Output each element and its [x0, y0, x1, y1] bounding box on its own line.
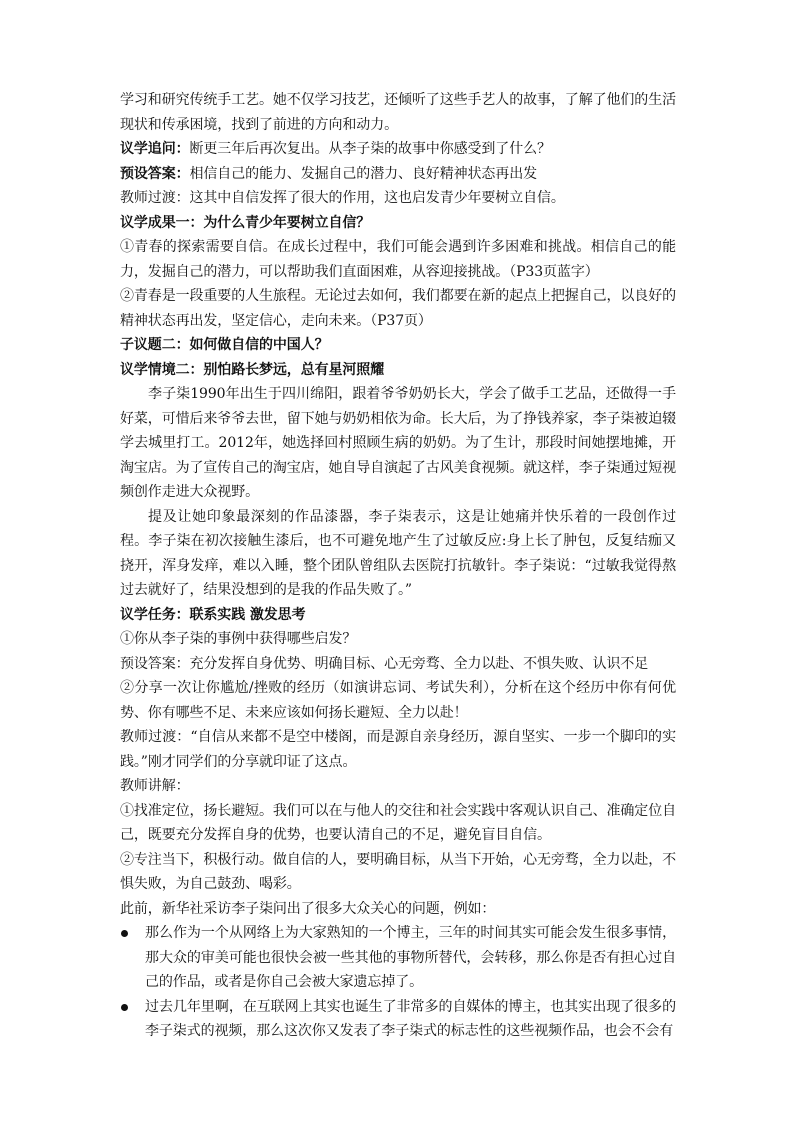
bullet-item [120, 995, 676, 1044]
paragraph-task-question-2: ②分享一次让你尴尬/挫败的经历（如演讲忘词、考试失利），分析在这个经历中你有何优势、你有哪些不足、未来应该如何扬长避短、全力以赴！ [120, 680, 676, 721]
bullet-dot-icon [121, 1004, 128, 1011]
paragraph-teacher-transition-2: 教师过渡：“自信从来都不是空中楼阁，而是源自亲身经历，源自坚实、一步一个脚印的实践。”刚才同学们的分享就印证了这点。 [120, 729, 676, 770]
paragraph-story-lacquer: 提及让她印象最深刻的作品漆器，李子柒表示，这是让她痛并快乐着的一段创作过程。李子柒在初次接触生漆后，也不可避免地产生了过敏反应:身上长了肿包，反复结痂又挠开，浑身发痒，难以入睡，整个团队曾组队去医院打抗敏针。李子柒说：“过敏我觉得熬过去就好了，结果没想到的是我的作品失败了。” [120, 508, 676, 598]
paragraph-preset-answer [120, 162, 676, 187]
bullet-item [120, 921, 676, 995]
paragraph-interview-intro: 此前，新华社采访李子柒问出了很多大众关心的问题，例如： [120, 900, 496, 917]
label-follow-up: 议学追问： [120, 141, 190, 157]
document-body [120, 88, 676, 1044]
heading-task: 议学任务：联系实践 激发思考 [120, 606, 306, 623]
paragraph-task-answer: 预设答案：充分发挥自身优势、明确目标、心无旁骛、全力以赴、不惧失败、认识不足 [120, 655, 649, 672]
paragraph-intro-continuation: 学习和研究传统手工艺。她不仅学习技艺，还倾听了这些手艺人的故事，了解了他们的生活现状和传承困境，找到了前进的方向和动力。 [120, 92, 676, 133]
paragraph-explain-point-1: ①找准定位，扬长避短。我们可以在与他人的交往和社会实践中客观认识自己、准确定位自己，既要充分发挥自身的优势，也要认清自己的不足，避免盲目自信。 [120, 802, 676, 843]
paragraph-follow-up-question [120, 137, 676, 162]
follow-up-text: 断更三年后再次复出。从李子柒的故事中你感受到了什么？ [189, 141, 551, 157]
paragraph-teacher-explain-label: 教师讲解： [120, 778, 190, 794]
paragraph-explain-point-2: ②专注当下，积极行动。做自信的人，要明确目标，从当下开始，心无旁骛，全力以赴，不惧失败，为自己鼓劲、喝彩。 [120, 851, 676, 892]
paragraph-outcome-point-2: ②青春是一段重要的人生旅程。无论过去如何，我们都要在新的起点上把握自己，以良好的精神状态再出发，坚定信心，走向未来。（P37页） [120, 288, 676, 329]
heading-outcome-one: 议学成果一：为什么青少年要树立自信？ [120, 214, 371, 231]
bullet-text: 那么作为一个从网络上为大家熟知的一个博主，三年的时间其实可能会发生很多事情，那大众的审美可能也很快会被一些其他的事物所替代，会转移，那么你是否有担心过自己的作品，或者是你自己会被大家遗忘掉了。 [145, 925, 676, 990]
heading-sub-topic-two: 子议题二：如何做自信的中国人？ [120, 337, 329, 353]
bullet-dot-icon [121, 930, 128, 937]
heading-scenario-two: 议学情境二：别怕路长梦远，总有星河照耀 [120, 361, 385, 378]
paragraph-outcome-point-1: ①青春的探索需要自信。在成长过程中，我们可能会遇到许多困难和挑战。相信自己的能力，发掘自己的潜力，可以帮助我们直面困难，从容迎接挑战。（P33页蓝字） [120, 239, 676, 280]
preset-answer-text: 相信自己的能力、发掘自己的潜力、良好精神状态再出发 [189, 165, 537, 182]
paragraph-teacher-transition: 教师过渡：这其中自信发挥了很大的作用，这也启发青少年要树立自信。 [120, 190, 565, 206]
paragraph-task-question-1: ①你从李子柒的事例中获得哪些启发？ [120, 631, 357, 647]
bullet-text: 过去几年里啊，在互联网上其实也诞生了非常多的自媒体的博主，也其实出现了很多的李子柒式的视频，那么这次你又发表了李子柒式的标志性的这些视频作品，也会不会有 [145, 998, 676, 1039]
paragraph-story-background: 李子柒1990年出生于四川绵阳，跟着爷爷奶奶长大，学会了做手工艺品，还做得一手好菜，可惜后来爷爷去世，留下她与奶奶相依为命。长大后，为了挣钱养家，李子柒被迫辍学去城里打工。2012年，她选择回村照顾生病的奶奶。为了生计，那段时间她摆地摊，开淘宝店。为了宣传自己的淘宝店，她自导自演起了古风美食视频。就这样，李子柒通过短视频创作走进大众视野。 [120, 386, 676, 500]
label-preset-answer: 预设答案： [120, 165, 190, 182]
